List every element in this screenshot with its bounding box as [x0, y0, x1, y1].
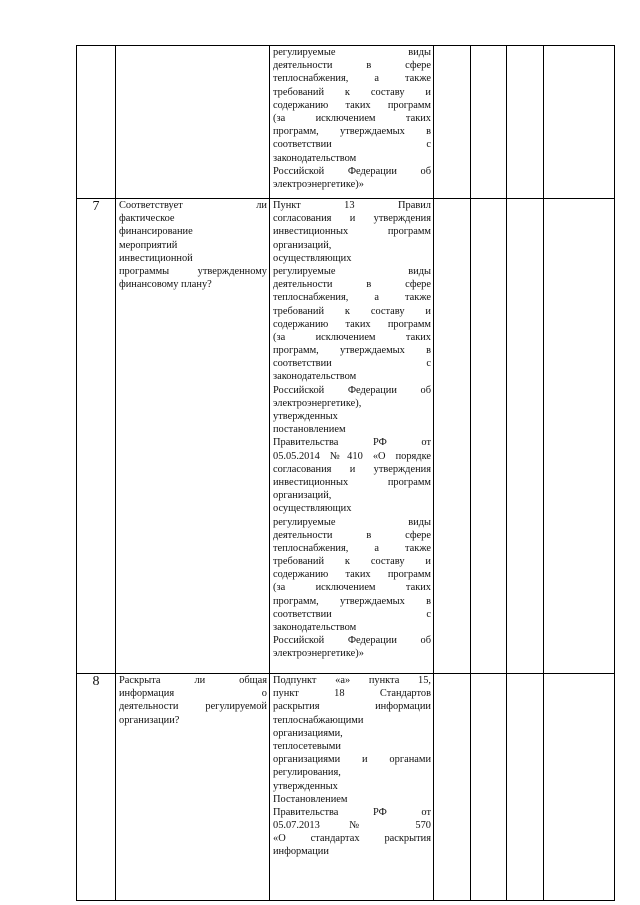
text-line: электроэнергетике)» [273, 178, 364, 190]
text-line: регулируемые виды [273, 265, 431, 277]
text-line: регулируемые виды [273, 516, 431, 528]
checklist-table [76, 45, 615, 901]
question-cell [116, 674, 270, 901]
text-line: организации? [119, 714, 180, 726]
text-line: Пункт 13 Правил [273, 200, 431, 211]
text-line: утвержденных [273, 780, 338, 792]
text-line: 05.05.2014 №410 «О порядке [273, 450, 431, 462]
text-line: Подпункт «а» пункта 15, [273, 675, 431, 686]
text-line: содержанию таких программ [273, 569, 431, 581]
table-row [77, 199, 615, 674]
answer-na-cell [507, 674, 544, 901]
text-line: информации [273, 846, 329, 858]
text-line: информация о [119, 688, 267, 700]
question-cell [116, 199, 270, 674]
text-line: организаций, [273, 490, 332, 502]
text-line: требований к составу и [273, 556, 431, 568]
text-line: программ, утверждаемых в [273, 595, 431, 607]
text-line: Правительства РФ от [273, 806, 431, 818]
text-line: утвержденных [273, 411, 338, 422]
text-line: 05.07.2013 № 570 [273, 820, 431, 832]
text-line: фактическое [119, 213, 175, 225]
text-line: электроэнергетике), [273, 397, 362, 409]
text-line: соответствии с [273, 608, 431, 620]
text-line: Российской Федерации об [273, 384, 431, 396]
answer-yes-cell [434, 674, 471, 901]
text-line: (за исключением таких [273, 112, 431, 124]
text-line: осуществляющих [273, 503, 352, 515]
answer-na-cell [507, 199, 544, 674]
text-line: программ, утверждаемых в [273, 345, 431, 357]
text-line: «О стандартах раскрытия [273, 833, 431, 845]
text-line: (за исключением таких [273, 582, 431, 594]
text-line: электроэнергетике)» [273, 648, 364, 660]
text-line: деятельности в сфере [273, 60, 431, 72]
text-line: Российской Федерации об [273, 635, 431, 647]
text-line: постановлением [273, 424, 346, 436]
text-line: согласования и утверждения [273, 463, 431, 475]
table-row [77, 674, 615, 901]
answer-yes-cell [434, 199, 471, 674]
answer-na-cell [507, 46, 544, 199]
text-line: осуществляющих [273, 252, 352, 264]
legal-reference-cell [270, 46, 434, 199]
legal-reference-cell [270, 674, 434, 901]
text-line: теплосетевыми [273, 740, 341, 752]
text-line: Соответствует ли [119, 200, 267, 211]
text-line: финансирование [119, 226, 193, 238]
text-line: законодательством [273, 622, 357, 633]
text-line: организаций, [273, 239, 332, 251]
answer-no-cell [471, 46, 507, 199]
text-line: Правительства РФ от [273, 437, 431, 449]
text-line: содержанию таких программ [273, 318, 431, 330]
notes-cell [544, 199, 615, 674]
item-number-cell: 7 [77, 199, 116, 674]
text-line: пункт 18 Стандартов [273, 688, 431, 700]
text-line: организациями и органами [273, 754, 431, 766]
text-line: программы утвержденному [119, 265, 267, 277]
text-line: мероприятий [119, 239, 178, 251]
text-line: регулируемые виды [273, 47, 431, 58]
text-line: соответствии с [273, 358, 431, 370]
text-line: организациями, [273, 727, 343, 739]
text-line: инвестиционной [119, 252, 193, 264]
text-line: раскрытия информации [273, 701, 431, 713]
text-line: Раскрыта ли общая [119, 675, 267, 686]
answer-no-cell [471, 674, 507, 901]
text-line: регулирования, [273, 767, 341, 779]
text-line: программ, утверждаемых в [273, 126, 431, 138]
text-line: деятельности в сфере [273, 279, 431, 291]
text-line: теплоснабжения, а также [273, 542, 431, 554]
text-line: финансовому плану? [119, 279, 212, 291]
answer-yes-cell [434, 46, 471, 199]
text-line: требований к составу и [273, 86, 431, 98]
notes-cell [544, 674, 615, 901]
text-line: согласования и утверждения [273, 213, 431, 225]
text-line: Российской Федерации об [273, 165, 431, 177]
text-line: инвестиционных программ [273, 476, 431, 488]
text-line: теплоснабжения, а также [273, 73, 431, 85]
table-row [77, 46, 615, 199]
text-line: содержанию таких программ [273, 99, 431, 111]
text-line: законодательством [273, 152, 357, 164]
text-line: теплоснабжающими [273, 714, 364, 726]
text-line: инвестиционных программ [273, 226, 431, 238]
notes-cell [544, 46, 615, 199]
text-line: законодательством [273, 371, 357, 383]
text-line: деятельности регулируемой [119, 701, 267, 713]
item-number-cell [77, 46, 116, 199]
text-line: (за исключением таких [273, 331, 431, 343]
text-line: деятельности в сфере [273, 529, 431, 541]
answer-no-cell [471, 199, 507, 674]
text-line: теплоснабжения, а также [273, 292, 431, 304]
legal-reference-cell [270, 199, 434, 674]
text-line: Постановлением [273, 793, 348, 805]
question-cell [116, 46, 270, 199]
item-number-cell: 8 [77, 674, 116, 901]
text-line: требований к составу и [273, 305, 431, 317]
text-line: соответствии с [273, 139, 431, 151]
